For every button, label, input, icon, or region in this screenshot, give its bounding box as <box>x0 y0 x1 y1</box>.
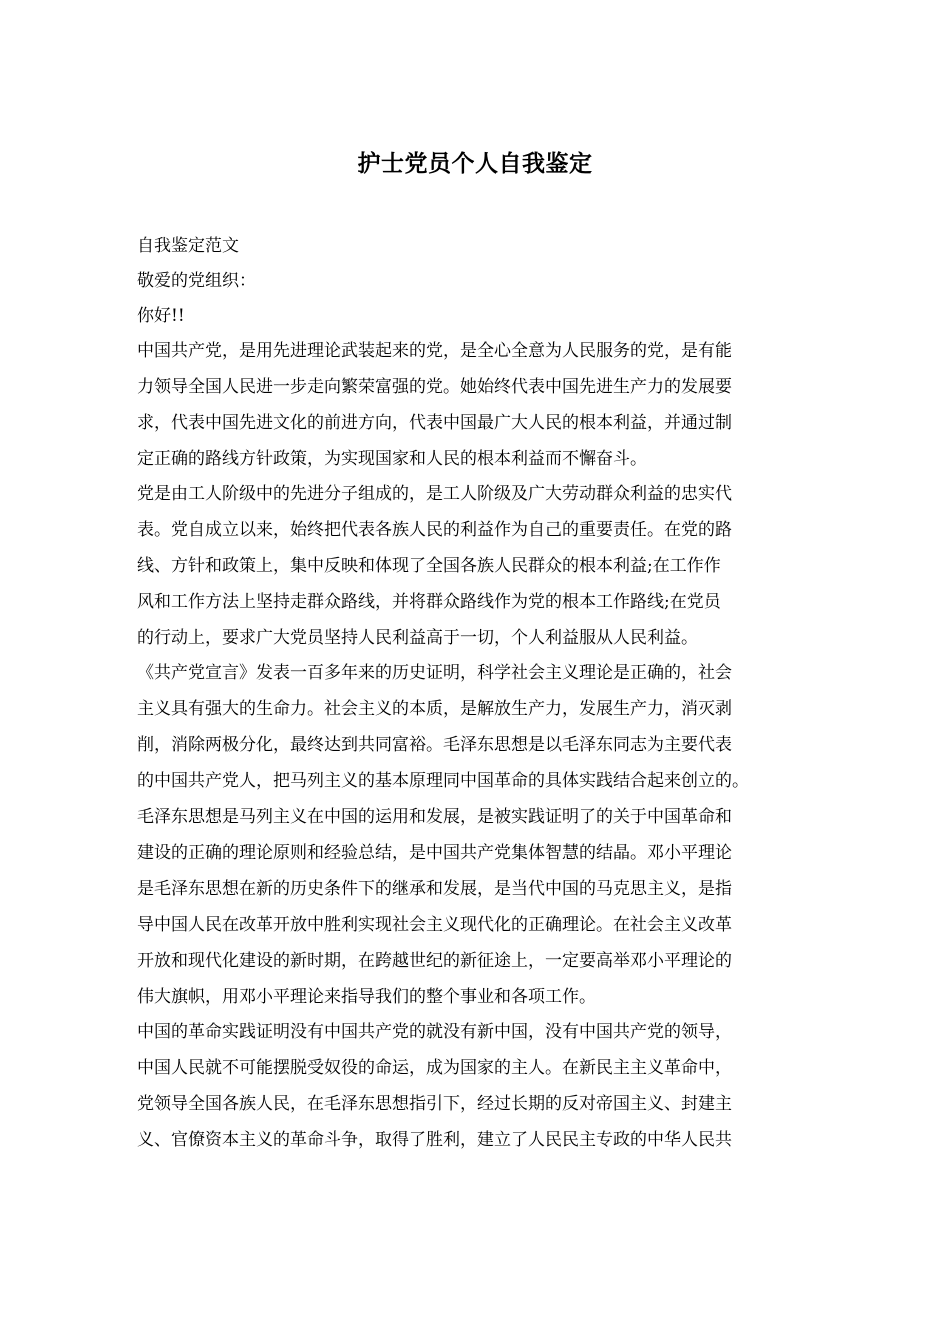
document-body <box>137 234 827 1164</box>
paragraph-line: 《共产党宣言》发表一百多年来的历史证明，科学社会主义理论是正确的，社会 <box>137 663 732 683</box>
paragraph-3 <box>137 661 827 1020</box>
header-line-salutation: 敬爱的党组织： <box>137 271 256 291</box>
paragraph-line: 的行动上，要求广大党员坚持人民利益高于一切，个人利益服从人民利益。 <box>137 628 698 648</box>
paragraph-line: 线、方针和政策上，集中反映和体现了全国各族人民群众的根本利益;在工作作 <box>137 556 721 576</box>
paragraph-line: 表。党自成立以来，始终把代表各族人民的利益作为自己的重要责任。在党的路 <box>137 520 732 540</box>
paragraph-line: 开放和现代化建设的新时期，在跨越世纪的新征途上，一定要高举邓小平理论的 <box>137 951 732 971</box>
paragraph-line: 的中国共产党人，把马列主义的基本原理同中国革命的具体实践结合起来创立的。 <box>137 771 749 791</box>
paragraph-1 <box>137 339 827 482</box>
paragraph-line: 义、官僚资本主义的革命斗争，取得了胜利，建立了人民民主专政的中华人民共 <box>137 1130 732 1150</box>
paragraph-line: 党领导全国各族人民，在毛泽东思想指引下，经过长期的反对帝国主义、封建主 <box>137 1094 732 1114</box>
paragraph-line: 导中国人民在改革开放中胜利实现社会主义现代化的正确理论。在社会主义改革 <box>137 915 732 935</box>
paragraph-line: 中国的革命实践证明没有中国共产党的就没有新中国，没有中国共产党的领导， <box>137 1022 732 1042</box>
header-line-type: 自我鉴定范文 <box>137 236 239 256</box>
paragraph-line: 毛泽东思想是马列主义在中国的运用和发展，是被实践证明了的关于中国革命和 <box>137 807 732 827</box>
header-line-greeting: 你好!! <box>137 306 185 326</box>
paragraph-line: 中国共产党，是用先进理论武装起来的党，是全心全意为人民服务的党，是有能 <box>137 341 732 361</box>
document-title: 护士党员个人自我鉴定 <box>357 150 593 177</box>
paragraph-4 <box>137 1020 827 1164</box>
paragraph-2 <box>137 482 827 661</box>
paragraph-line: 中国人民就不可能摆脱受奴役的命运，成为国家的主人。在新民主主义革命中， <box>137 1058 732 1078</box>
paragraph-line: 风和工作方法上坚持走群众路线，并将群众路线作为党的根本工作路线;在党员 <box>137 592 721 612</box>
paragraph-line: 定正确的路线方针政策，为实现国家和人民的根本利益而不懈奋斗。 <box>137 449 647 469</box>
paragraph-line: 求，代表中国先进文化的前进方向，代表中国最广大人民的根本利益，并通过制 <box>137 413 732 433</box>
paragraph-line: 力领导全国人民进一步走向繁荣富强的党。她始终代表中国先进生产力的发展要 <box>137 377 732 397</box>
paragraph-line: 建设的正确的理论原则和经验总结，是中国共产党集体智慧的结晶。邓小平理论 <box>137 843 732 863</box>
paragraph-line: 党是由工人阶级中的先进分子组成的，是工人阶级及广大劳动群众利益的忠实代 <box>137 484 732 504</box>
paragraph-line: 伟大旗帜，用邓小平理论来指导我们的整个事业和各项工作。 <box>137 987 596 1007</box>
paragraph-line: 削，消除两极分化，最终达到共同富裕。毛泽东思想是以毛泽东同志为主要代表 <box>137 735 732 755</box>
paragraph-line: 主义具有强大的生命力。社会主义的本质，是解放生产力，发展生产力，消灭剥 <box>137 699 732 719</box>
paragraph-line: 是毛泽东思想在新的历史条件下的继承和发展，是当代中国的马克思主义，是指 <box>137 879 732 899</box>
